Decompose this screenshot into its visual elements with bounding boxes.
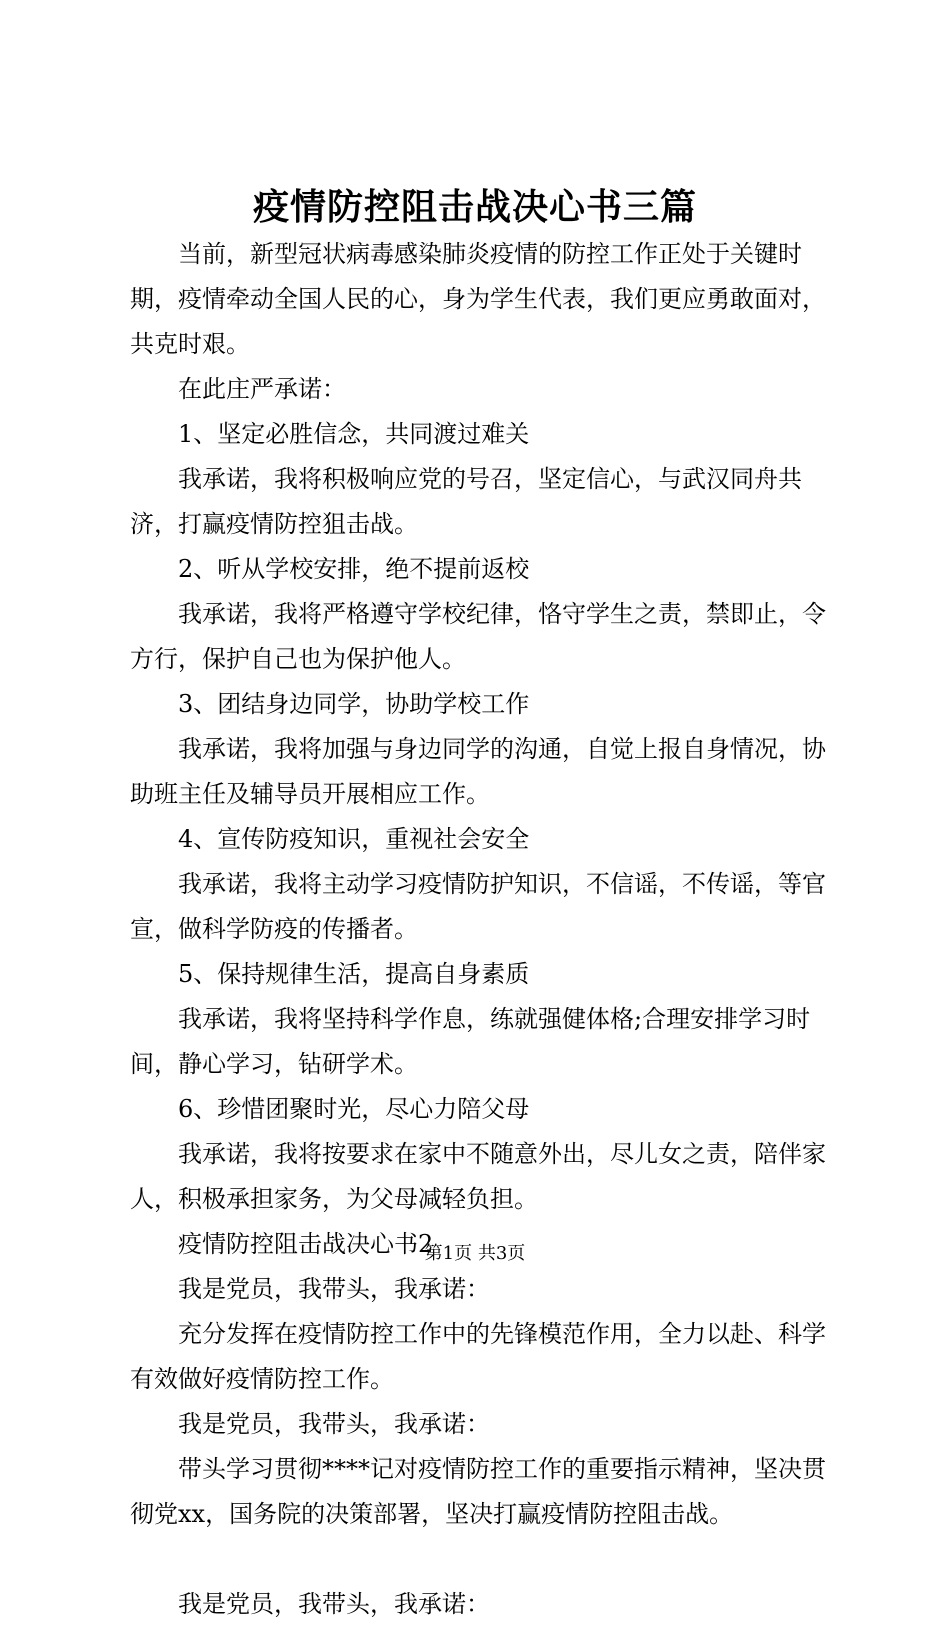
pledge-text-6: 我承诺，我将按要求在家中不随意外出，尽儿女之责，陪伴家人，积极承担家务，为父母减轻负担。 (130, 1140, 826, 1213)
page-footer: 第1页 共3页 (424, 1243, 526, 1264)
pledge-heading-3: 3、团结身边同学，协助学校工作 (178, 690, 530, 718)
pledge-text-4: 我承诺，我将主动学习疫情防护知识，不信谣，不传谣，等官宣，做科学防疫的传播者。 (130, 870, 826, 943)
blank-line (130, 1537, 830, 1582)
party-pledge-line-3: 我是党员，我带头，我承诺： (178, 1590, 490, 1618)
pledge-text-5: 我承诺，我将坚持科学作息，练就强健体格;合理安排学习时间，静心学习，钻研学术。 (130, 1005, 811, 1078)
paragraph-pledge-intro: 在此庄严承诺： (178, 375, 346, 403)
pledge-heading-5: 5、保持规律生活，提高自身素质 (178, 960, 530, 988)
party-pledge-line-2: 我是党员，我带头，我承诺： (178, 1410, 490, 1438)
paragraph-intro: 当前，新型冠状病毒感染肺炎疫情的防控工作正处于关键时期，疫情牵动全国人民的心，身为学生代表，我们更应勇敢面对，共克时艰。 (130, 240, 826, 358)
pledge-text-2: 我承诺，我将严格遵守学校纪律，恪守学生之责，禁即止，令方行，保护自己也为保护他人。 (130, 600, 826, 673)
document-body (130, 232, 830, 1627)
party-pledge-line-1: 我是党员，我带头，我承诺： (178, 1275, 490, 1303)
party-pledge-text-2: 带头学习贯彻****记对疫情防控工作的重要指示精神，坚决贯彻党xx，国务院的决策部署，坚决打赢疫情防控阻击战。 (130, 1455, 826, 1528)
pledge-heading-6: 6、珍惜团聚时光，尽心力陪父母 (178, 1095, 530, 1123)
pledge-heading-2: 2、听从学校安排，绝不提前返校 (178, 555, 530, 583)
pledge-text-1: 我承诺，我将积极响应党的号召，坚定信心，与武汉同舟共济，打赢疫情防控狙击战。 (130, 465, 802, 538)
document-title: 疫情防控阻击战决心书三篇 (252, 186, 697, 228)
pledge-heading-1: 1、坚定必胜信念，共同渡过难关 (178, 420, 530, 448)
pledge-text-3: 我承诺，我将加强与身边同学的沟通，自觉上报自身情况，协助班主任及辅导员开展相应工作。 (130, 735, 826, 808)
section-heading-2: 疫情防控阻击战决心书2 (178, 1230, 434, 1258)
pledge-heading-4: 4、宣传防疫知识，重视社会安全 (178, 825, 530, 853)
party-pledge-text-1: 充分发挥在疫情防控工作中的先锋模范作用，全力以赴、科学有效做好疫情防控工作。 (130, 1320, 826, 1393)
